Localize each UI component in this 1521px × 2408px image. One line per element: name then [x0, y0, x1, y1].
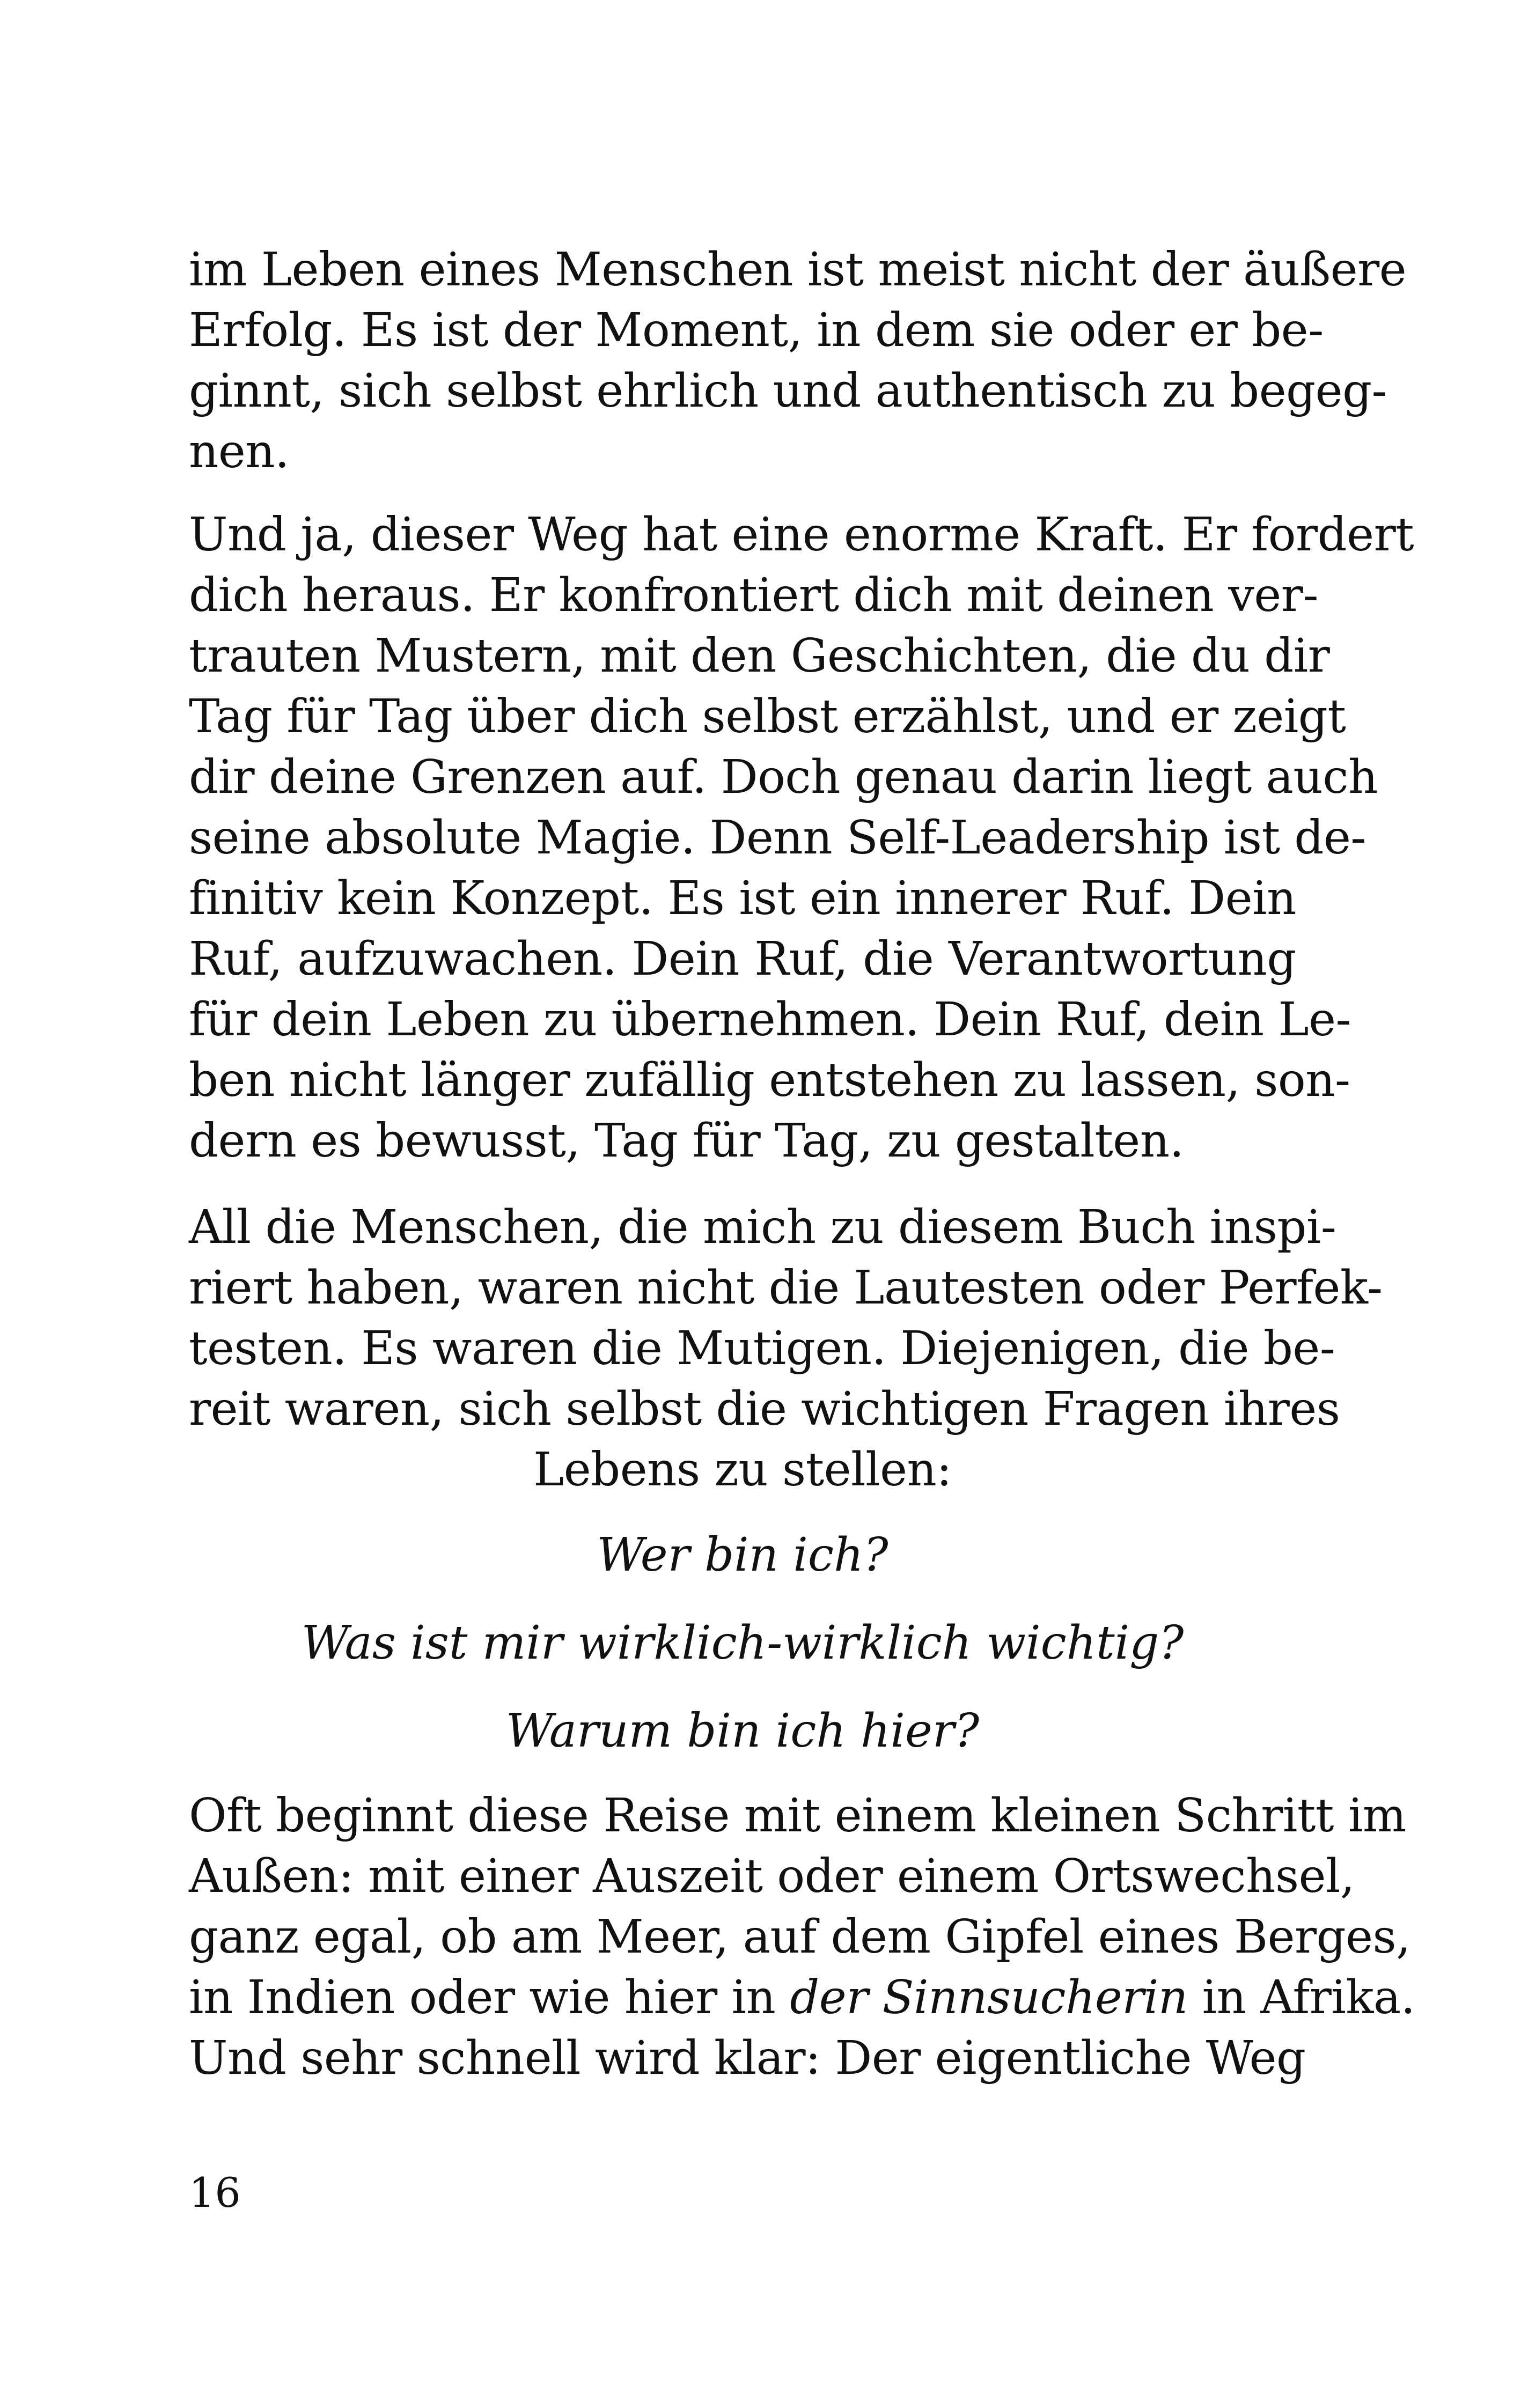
text-line: seine absolute Magie. Denn Self-Leadership ist de- — [189, 811, 1366, 865]
text-segment: in Indien oder wie hier in — [189, 1971, 790, 2024]
text-line: riert haben, waren nicht die Lautesten oder Perfek- — [189, 1261, 1383, 1315]
text-line: Tag für Tag über dich selbst erzählst, und er zeigt — [189, 690, 1346, 743]
text-line: finitiv kein Konzept. Es ist ein innerer Ruf. Dein — [189, 872, 1296, 925]
text-line: Und ja, dieser Weg hat eine enorme Kraft. Er fordert — [189, 508, 1414, 562]
paragraph-2 — [189, 505, 1414, 1172]
page-number: 16 — [189, 2169, 241, 2216]
text-line: ben nicht länger zufällig entstehen zu lassen, son- — [189, 1054, 1350, 1107]
text-line: Und sehr schnell wird klar: Der eigentliche Weg — [189, 2031, 1306, 2085]
text-line: testen. Es waren die Mutigen. Diejenigen, die be- — [189, 1322, 1335, 1375]
text-line: trauten Mustern, mit den Geschichten, die du dir — [189, 629, 1330, 683]
text-line: dern es bewusst, Tag für Tag, zu gestalten. — [189, 1114, 1184, 1168]
question-what-is-important: Was ist mir wirklich-wirklich wichtig? — [301, 1616, 1184, 1670]
paragraph-1 — [189, 240, 1407, 482]
question-who-am-i: Wer bin ich? — [597, 1528, 888, 1582]
paragraph-3 — [189, 1197, 1383, 1500]
question-why-am-i-here: Warum bin ich hier? — [505, 1704, 980, 1758]
text-line: Lebens zu stellen: — [533, 1443, 952, 1497]
text-line: All die Menschen, die mich zu diesem Buch inspi- — [189, 1201, 1336, 1254]
text-line: dir deine Grenzen auf. Doch genau darin liegt auch — [189, 750, 1378, 804]
text-line: ganz egal, ob am Meer, auf dem Gipfel eines Berges, — [189, 1910, 1411, 1964]
text-line: Ruf, aufzuwachen. Dein Ruf, die Verantwortung — [189, 932, 1296, 986]
paragraph-4 — [189, 1786, 1415, 2089]
text-line: reit waren, sich selbst die wichtigen Fragen ihres — [189, 1382, 1340, 1436]
text-line: nen. — [189, 425, 290, 478]
text-line: Erfolg. Es ist der Moment, in dem sie oder er be- — [189, 304, 1324, 357]
book-title: der Sinnsucherin — [790, 1971, 1188, 2024]
text-line: dich heraus. Er konfrontiert dich mit deinen ver- — [189, 569, 1318, 622]
text-line: ginnt, sich selbst ehrlich und authentisch zu begeg- — [189, 364, 1387, 418]
text-line: Außen: mit einer Auszeit oder einem Ortswechsel, — [189, 1850, 1355, 1903]
text-line — [189, 1968, 1415, 2028]
text-line: Oft beginnt diese Reise mit einem kleinen Schritt im — [189, 1789, 1406, 1843]
text-line: im Leben eines Menschen ist meist nicht der äußere — [189, 243, 1407, 297]
text-segment: in Afrika. — [1187, 1971, 1415, 2024]
text-line: für dein Leben zu übernehmen. Dein Ruf, dein Le- — [189, 993, 1351, 1047]
